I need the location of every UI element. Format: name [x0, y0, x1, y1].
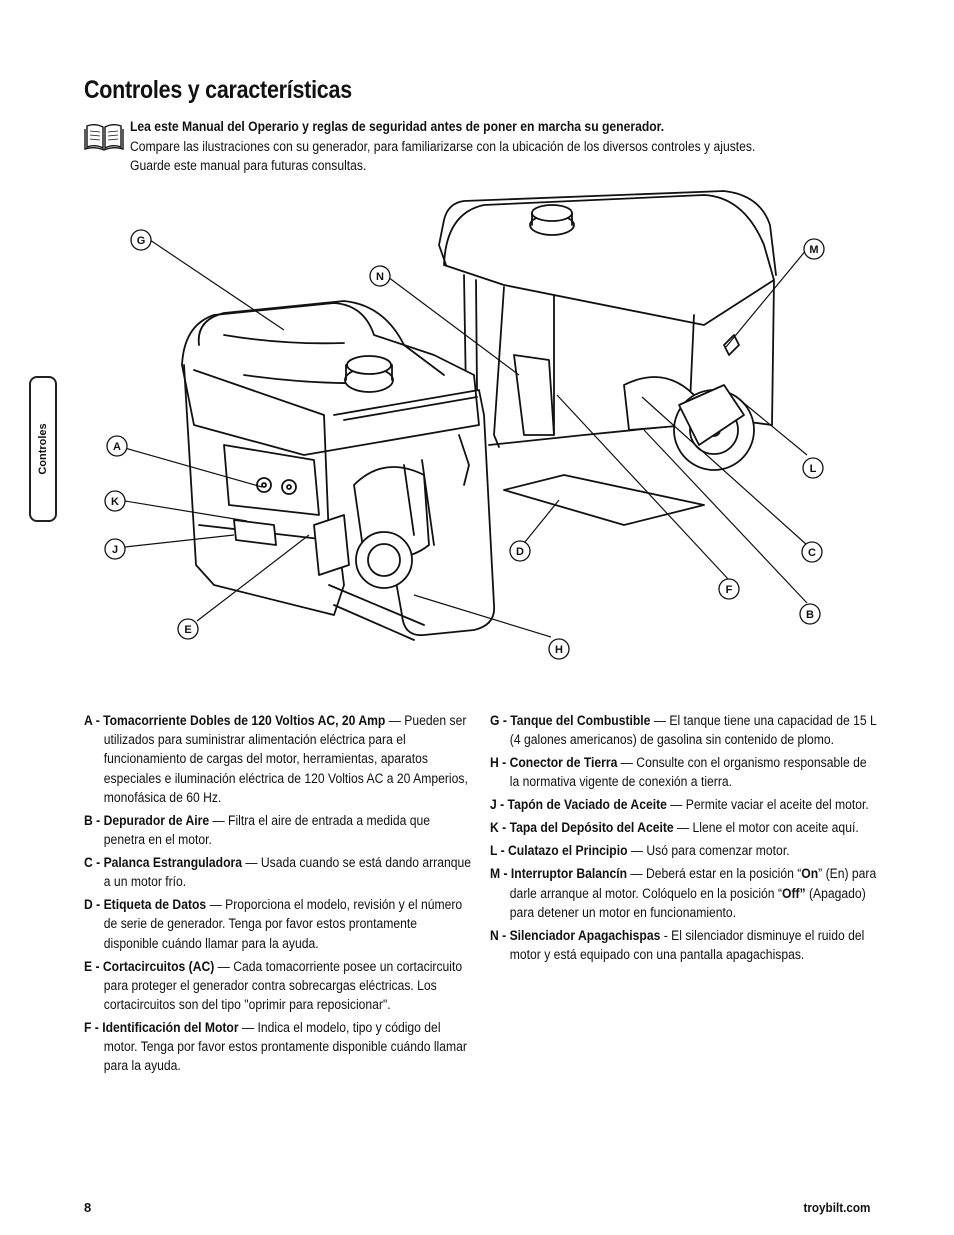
callout-f: [719, 579, 739, 599]
page-title: Controles y características: [84, 76, 352, 104]
callout-l-label: L: [809, 463, 817, 475]
callout-n: [370, 266, 390, 286]
legend-item-a: A - Tomacorriente Dobles de 120 Voltios AC, 20 Amp — Pueden ser utilizados para suministrar alimentación eléctrica para el funcionamiento de cargas del motor, herramientas, aparatos especiales e iluminación eléctrica de 120 Voltios AC a 20 Amperios, monofásica de 60 Hz.: [84, 713, 468, 805]
legend-item-k: K - Tapa del Depósito del Aceite — Llene el motor con aceite aquí.: [490, 820, 859, 836]
callout-a-label: A: [113, 441, 121, 453]
footer-website: troybilt.com: [803, 1200, 870, 1215]
callout-k: [105, 491, 125, 511]
callout-l: [803, 458, 823, 478]
callout-e: [178, 619, 198, 639]
intro-bold-line: Lea este Manual del Operario y reglas de seguridad antes de poner en marcha su generador.: [130, 119, 665, 134]
callout-b-label: B: [806, 609, 814, 621]
legend-item-e: E - Cortacircuitos (AC) — Cada tomacorriente posee un cortacircuito para proteger el generador contra sobrecargas eléctricas. Los cortacircuitos son del tipo "oprimir para reposicionar".: [84, 958, 463, 1013]
callout-c: [802, 542, 822, 562]
callout-e-label: E: [184, 624, 192, 636]
callout-g-label: G: [136, 235, 146, 247]
legend-column-left: [84, 711, 514, 1079]
intro-text: [130, 117, 814, 176]
legend-item-m: M - Interruptor Balancín — Deberá estar en la posición “On” (En) para darle arranque al motor. Colóquelo en la posición “Off” (Apagado) para detener un motor en funcionamiento.: [490, 866, 877, 920]
legend-item-c: C - Palanca Estranguladora — Usada cuando se está dando arranque a un motor frío.: [84, 855, 471, 890]
legend-item-g: G - Tanque del Combustible — El tanque tiene una capacidad de 15 L (4 galones americanos) de gasolina sin contenido de plomo.: [490, 713, 877, 748]
callout-a: [107, 436, 127, 456]
legend-item-d: D - Etiqueta de Datos — Proporciona el modelo, revisión y el número de serie de generador. Tenga por favor estos prontamente disponible cuándo llamar para la ayuda.: [84, 897, 463, 951]
callout-h: [549, 639, 569, 659]
intro-line-2: Compare las ilustraciones con su generador, para familiarizarse con la ubicación de los diversos controles y ajustes.: [130, 138, 756, 154]
legend-item-b: B - Depurador de Aire — Filtra el aire de entrada a medida que penetra en el motor.: [84, 812, 430, 848]
callout-c-label: C: [808, 547, 816, 559]
callout-d-label: D: [516, 546, 524, 558]
callout-b: [800, 604, 820, 624]
legend-item-j: J - Tapón de Vaciado de Aceite — Permite vaciar el aceite del motor.: [490, 797, 869, 813]
callout-n-label: N: [376, 271, 384, 283]
callout-k-label: K: [111, 496, 119, 508]
side-tab-label: Controles: [37, 423, 49, 475]
callout-g: [131, 230, 151, 250]
legend-item-h: H - Conector de Tierra — Consulte con el organismo responsable de la normativa vigente de conexión a tierra.: [490, 755, 867, 790]
legend-item-f: F - Identificación del Motor — Indica el modelo, tipo y código del motor. Tenga por favor estos prontamente disponible cuándo llamar para la ayuda.: [84, 1020, 467, 1074]
callout-d: [510, 541, 530, 561]
side-tab: [29, 376, 57, 522]
callout-j: [105, 539, 125, 559]
intro-line-3: Guarde este manual para futuras consultas.: [130, 158, 367, 173]
legend-column-right: [490, 711, 920, 968]
callout-h-label: H: [555, 644, 563, 656]
callout-m-label: M: [809, 244, 819, 256]
legend-item-l: L - Culatazo el Principio — Usó para comenzar motor.: [490, 843, 790, 859]
callout-m: [804, 239, 824, 259]
generator-illustration: [84, 185, 884, 665]
legend-item-n: N - Silenciador Apagachispas - El silenciador disminuye el ruido del motor y está equipado con una pantalla apagachispas.: [490, 927, 865, 963]
callout-f-label: F: [725, 584, 733, 596]
callout-j-label: J: [111, 544, 119, 556]
page-number: 8: [84, 1200, 92, 1215]
book-icon: [84, 121, 124, 151]
